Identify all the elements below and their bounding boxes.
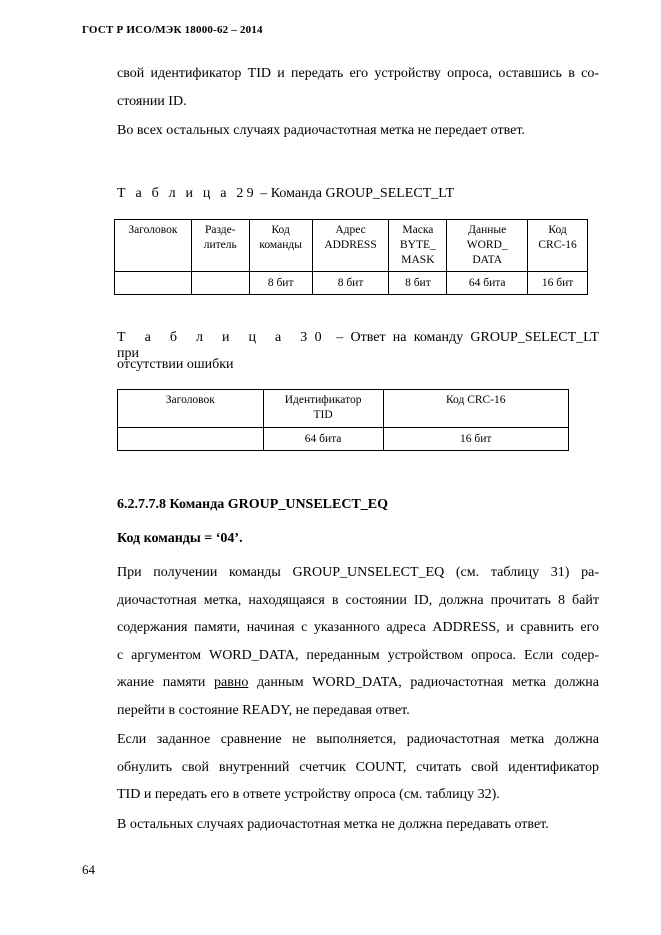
table-29-caption [117,186,454,202]
table-29-header-cell: Адрес ADDRESS [312,220,389,272]
command-code: Код команды = ‘04’. [117,531,243,546]
table-30-caption-label: Т а б л и ц а 30 [117,330,330,345]
paragraph-3-line: диочастотная метка, находящаяся в состоянии ID, должна прочитать 8 байт [117,592,599,608]
table-30-row [118,428,569,451]
table-29-cell [115,272,192,295]
paragraph-4-line: TID и передать его в ответе устройству опроса (см. таблицу 32). [117,787,500,802]
table-30-cell: 16 бит [383,428,568,451]
table-29-cell: 8 бит [312,272,389,295]
table-30-caption-title: – Ответ на команду GROUP_SELECT_LT при [117,330,599,361]
paragraph-1-line-1: свой идентификатор TID и передать его устройству опроса, оставшись в со- [117,66,599,81]
paragraph-3 [117,559,599,724]
document-header: ГОСТ Р ИСО/МЭК 18000-62 – 2014 [82,24,263,36]
paragraph-2 [117,117,599,145]
paragraph-3-line: с аргументом WORD_DATA, переданным устройством опроса. Если содер- [117,647,599,663]
paragraph-3-line: содержания памяти, начиная с указанного адреса ADDRESS, и сравнить его [117,620,599,635]
table-29-cell: 64 бита [447,272,528,295]
table-30-header-cell: Идентификатор TID [263,390,383,428]
section-heading: 6.2.7.7.8 Команда GROUP_UNSELECT_EQ [117,497,389,512]
paragraph-5 [117,811,599,839]
table-29-header-cell: Код CRC-16 [528,220,588,272]
table-29-header-cell: Код команды [249,220,312,272]
table-29-cell: 16 бит [528,272,588,295]
paragraph-1-line-2: стоянии ID. [117,93,187,109]
table-30-cell: 64 бита [263,428,383,451]
table-30-caption-line-2: отсутствии ошибки [117,357,234,372]
paragraph-4-line: обнулить свой внутренний счетчик COUNT, считать свой идентификатор [117,759,599,775]
page-number: 64 [82,862,95,877]
table-29-header-cell: Данные WORD_ DATA [447,220,528,272]
table-29-caption-label: Т а б л и ц а 29 [117,186,257,201]
paragraph-3-line: перейти в состояние READY, не передавая ответ. [117,702,410,718]
underlined-word: равно [214,675,249,690]
paragraph-5-text: В остальных случаях радиочастотная метка не должна передавать ответ. [117,817,549,832]
table-29 [114,219,588,295]
table-29-caption-title: – Команда GROUP_SELECT_LT [256,186,455,201]
table-30-header-cell: Код CRC-16 [383,390,568,428]
table-29-cell: 8 бит [389,272,447,295]
table-29-header-cell: Заголовок [115,220,192,272]
paragraph-4 [117,726,599,809]
table-30-header-row [118,390,569,428]
paragraph-1 [117,60,599,115]
table-30-header-cell: Заголовок [118,390,264,428]
table-30-cell [118,428,264,451]
table-29-header-row [115,220,588,272]
paragraph-2-text: Во всех остальных случаях радиочастотная метка не передает ответ. [117,123,525,138]
table-29-cell: 8 бит [249,272,312,295]
paragraph-4-line: Если заданное сравнение не выполняется, радиочастотная метка должна [117,732,599,747]
table-29-row [115,272,588,295]
paragraph-3-line: При получении команды GROUP_UNSELECT_EQ (см. таблицу 31) ра- [117,565,599,580]
paragraph-3-line: жание памяти равно данным WORD_DATA, радиочастотная метка должна [117,675,599,690]
table-29-header-cell: Разде- литель [191,220,249,272]
table-29-header-cell: Маска BYTE_ MASK [389,220,447,272]
table-29-cell [191,272,249,295]
table-30 [117,389,569,451]
